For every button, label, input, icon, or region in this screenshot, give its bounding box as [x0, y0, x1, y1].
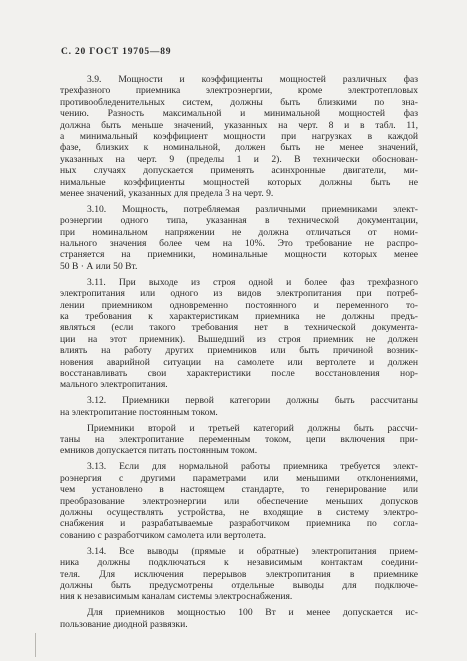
text-line: роэнергия с другими параметрами или меньшими отклонениями, — [60, 472, 418, 484]
text-line: указанных на черт. 9 (пределы 1 и 2). В технически обоснован- — [60, 153, 418, 165]
text-line: должны осуществлять устройства, не входящие в систему электро- — [60, 507, 418, 519]
document-body — [60, 74, 418, 630]
text-line: трехфазного приемника электроэнергии, кроме электротепловых — [60, 85, 418, 97]
text-line: 50 В · А или 50 Вт. — [60, 260, 138, 272]
paragraph — [60, 461, 418, 541]
text-line: 3.13. Если для нормальной работы приемника требуется элект- — [87, 461, 418, 473]
text-line: чению. Разность максимальной и минимальной мощностей фаз — [60, 108, 418, 120]
paragraph — [60, 204, 418, 272]
text-line: ния к независимым каналам системы электроснабжения. — [60, 591, 293, 603]
text-line: ка требования к характеристикам приемника не должны предъ- — [60, 311, 418, 322]
text-line: должны быть предусмотрены отдельные выводы для подключе- — [60, 579, 418, 591]
text-line: чем установлено в настоящем стандарте, то генерирование или — [60, 484, 418, 496]
text-line: противообледенительных систем, должны быть близкими по зна- — [60, 96, 418, 108]
paragraph — [60, 607, 418, 630]
paragraph — [60, 277, 418, 391]
text-line: восстанавливать свои характеристики после восстановления нор- — [60, 367, 418, 379]
text-line: теля. Для исключения перерывов электропитания в приемнике — [60, 568, 418, 580]
text-line: влиять на работу других приемников или быть причиной возник- — [60, 345, 418, 357]
text-line: должна быть меньше значений, указанных на черт. 8 и в табл. 11, — [60, 119, 418, 131]
text-line: 3.10. Мощность, потребляемая различными приемниками элект- — [87, 203, 418, 215]
paragraph — [60, 546, 418, 603]
text-line: на электропитание постоянным током. — [60, 406, 218, 418]
text-line: электропитания или одного из видов электропитания при потреб- — [60, 288, 418, 300]
text-line: таны на электропитание переменным током, цепи включения при- — [60, 434, 418, 446]
paragraph — [60, 423, 418, 457]
text-line: мального электропитания. — [60, 379, 168, 391]
text-line: 3.9. Мощности и коэффициенты мощностей различных фаз — [87, 74, 418, 85]
text-line: 3.14. Все выводы (прямые и обратные) электропитания прием- — [87, 545, 418, 557]
paragraph — [60, 74, 418, 199]
page-header: С. 20 ГОСТ 19705—89 — [61, 47, 172, 57]
text-line: сованию с разработчиком самолета или вертолета. — [60, 529, 267, 541]
text-line: Приемники второй и третьей категорий должны быть рассчи- — [87, 422, 418, 434]
text-line: при номинальном напряжении не должна отличаться от номи- — [60, 226, 418, 238]
text-line: снабжения и разрабатываемые разработчиком приемника по согла- — [60, 518, 418, 530]
text-line: а минимальный коэффициент мощности при нагрузках в каждой — [60, 130, 418, 142]
text-line: новения аварийной ситуации на самолете или вертолете и должен — [60, 356, 418, 368]
text-line: пользование диодной развязки. — [60, 618, 188, 630]
text-line: ных случаях допускается применять асинхронные двигатели, ми- — [60, 165, 418, 177]
text-line: Для приемников мощностью 100 Вт и менее допускается ис- — [87, 607, 418, 619]
text-line: роэнергии одного типа, указанная в технической документации, — [60, 215, 418, 227]
text-line: ции на этот приемник). Вышедший из строя приемник не должен — [60, 333, 418, 345]
margin-mark — [35, 633, 36, 657]
text-line: фазе, близких к номинальной, должен быть не менее значений, — [60, 142, 418, 154]
text-line: ника должны подключаться к независимым контактам соедини- — [60, 557, 418, 569]
text-line: нимальные коэффициенты мощностей которых должны быть не — [60, 176, 418, 188]
text-line: нального значения более чем на 10%. Это требование не распро- — [60, 238, 418, 250]
text-line: менее значений, указанных для предела 3 на черт. 9. — [60, 187, 274, 199]
text-line: 3.11. При выходе из строя одной и более фаз трехфазного — [87, 276, 418, 288]
text-line: страняется на приемники, номинальные мощности которых менее — [60, 249, 418, 261]
text-line: емников допускается питать постоянным током. — [60, 445, 258, 457]
text-line: преобразование электроэнергии или обеспечение меньших допусков — [60, 495, 418, 507]
text-line: лении приемником одновременно постоянного и переменного то- — [60, 299, 418, 311]
text-line: являться (если такого требования нет в технической документа- — [60, 322, 418, 334]
paragraph — [60, 395, 418, 418]
text-line: 3.12. Приемники первой категории должны быть рассчитаны — [87, 395, 418, 407]
